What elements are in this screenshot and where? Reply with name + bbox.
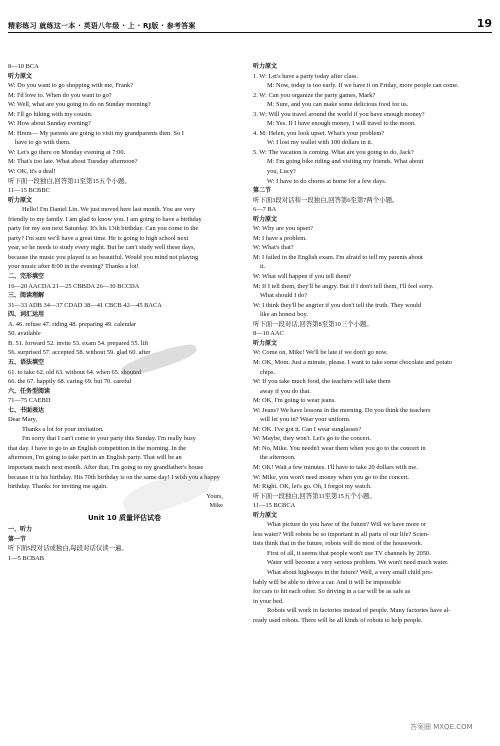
text-line: M: Yes. If I have enough money, I will travel to the moon.	[267, 120, 416, 128]
text-line: 1. W: Let's have a party today after class.	[253, 72, 359, 80]
text-line: year, so he needs to study every night. But he can't study well these days,	[8, 244, 196, 252]
text-line: Mike	[209, 502, 223, 510]
text-line: birthday. Thanks for inviting me again.	[8, 483, 108, 491]
text-line: 56. surprised 57. accepted 58. without 59. glad 60. after	[8, 349, 151, 357]
text-line: will let you in? Wear your uniform.	[260, 416, 351, 424]
section-heading: 第一节	[8, 535, 27, 543]
text-line: M: I'll go hiking with my cousin.	[8, 110, 93, 118]
text-line: bably will be able to drive a car. And it will be impossible	[253, 578, 401, 586]
text-line: 听下面5段对话或独白,每段对话仅读一遍。	[8, 545, 128, 553]
text-line: afternoon, I'm going to take part in an English party. That will be an	[8, 454, 182, 462]
text-line: M: No, Mike. You needn't wear them when you go to the concert in	[253, 444, 426, 452]
text-line: W: What will happen if you tell them?	[253, 273, 352, 281]
text-line: M: Right. OK, let's go. Oh, I forgot my watch.	[253, 483, 372, 491]
text-line: Thanks a lot for your invitation.	[22, 425, 104, 433]
running-title: 精彩练习 就练这一本 · 英语八年级 · 上 · RJ版 · 参考答案	[8, 22, 196, 30]
text-line: 16—20 AACDA 21—25 CBBDA 26—30 BCCDA	[8, 282, 140, 290]
text-line: 6—7 BA	[253, 206, 277, 214]
text-line: M: Hmm— My parents are going to visit my grandparents then. So I	[8, 129, 184, 137]
text-line: I'm sorry that I can't come to your party this Sunday. I'm really busy	[22, 435, 196, 443]
text-line: for cars to hit each other. So driving in a car will be as safe as	[253, 588, 411, 596]
text-line: M: I'd love to. When do you want to go?	[8, 91, 112, 99]
text-line: the afternoon.	[260, 454, 296, 462]
text-line: A. 46. refuse 47. riding 48. preparing 49. calendar	[8, 320, 136, 328]
text-line: M: OK, Mom. Just a minute, please. I want to take some chocolate and potato	[253, 358, 453, 366]
text-line: W: Jeans? We have lessons in the morning. Do you think the teachers	[253, 406, 431, 414]
text-line: W: Well, what are you going to do on Sunday morning?	[8, 101, 151, 109]
text-line: 听下面一段独白,回答第11至第15五个小题。	[253, 492, 376, 500]
text-line: W: Mike, you won't need money when you go to the concert.	[253, 473, 410, 481]
text-line: B. 51. forward 52. invite 53. exam 54. prepared 55. lift	[8, 339, 149, 347]
text-line: important match next month. After that, I'm going to my grandfather's house	[8, 463, 204, 471]
text-line: less water? Will robots be so important in all parts of our life? Scien-	[253, 530, 430, 538]
text-line: 71—75 CAEBD	[8, 397, 51, 405]
right-column	[253, 62, 492, 625]
text-line: M: That's too late. What about Tuesday afternoon?	[8, 158, 138, 166]
text-line: Water will become a very serious problem. We won't need much water.	[267, 559, 449, 567]
section-heading: 七、书面表达	[8, 406, 45, 414]
text-line: M: OK. I've got it. Can I wear sunglasses?	[253, 425, 362, 433]
text-line: M: I have a problem.	[253, 234, 307, 242]
text-line: 2. W: Can you organize the party games, Mark?	[253, 91, 376, 99]
text-line: 听下面3段对话和一段独白,回答第6至第7两个小题。	[253, 196, 399, 204]
text-line: like an honest boy.	[260, 311, 308, 319]
section-heading: 听力原文	[8, 72, 33, 80]
text-line: 31—33 ADB 34—37 CDAD 38—41 CBCB 42—45 BACA	[8, 301, 162, 309]
section-heading: 一、听力	[8, 526, 33, 534]
text-line: that day. I have to go to an English competition in the morning. In the	[8, 444, 187, 452]
text-line: What about highways in the future? Well, a very small child pro-	[267, 568, 433, 576]
page-number: 19	[476, 17, 492, 30]
section-heading: 六、任务型阅读	[8, 387, 51, 395]
text-line: First of all, it seems that people won't use TV channels by 2050.	[267, 549, 431, 557]
section-heading: 第二节	[253, 187, 272, 195]
unit-heading: Unit 10 质量评估试卷	[87, 513, 162, 522]
text-line: 8—10 AAC	[253, 330, 284, 338]
watermark-logo: 答案圈 MXQE.COM	[410, 723, 473, 731]
text-line: W: What's that?	[253, 244, 294, 252]
text-line: 11—15 BCBCA	[253, 502, 296, 510]
text-line: 听下面一段独白,回答第11至第15五个小题。	[8, 177, 131, 185]
text-line: M: Sure, and you can make some delicious food for us.	[267, 101, 409, 109]
text-line: W: How about Sunday evening?	[8, 120, 91, 128]
text-line: chips.	[260, 368, 276, 376]
text-line: What should I do?	[260, 292, 308, 300]
text-line: 5. W: The vacation is coming. What are you going to do, Jack?	[253, 148, 414, 156]
section-heading: 听力原文	[253, 339, 278, 347]
text-line: What picture do you have of the future? Will we have more or	[267, 521, 426, 529]
text-line: 50. available	[8, 330, 41, 338]
text-line: you, Lucy?	[267, 168, 296, 176]
section-heading: 听力原文	[253, 63, 278, 70]
text-line: Yours,	[206, 492, 223, 500]
text-line: W: I have to do chores at home for a few days.	[267, 177, 387, 185]
section-heading: 四、词汇运用	[8, 311, 45, 319]
text-line: have to go with them.	[15, 139, 71, 147]
text-line: 66. the 67. happily 68. caring 69. but 70. careful	[8, 378, 132, 386]
text-line: ready used robots. There will be all kinds of robots to help people.	[253, 616, 423, 624]
header-rule	[8, 32, 492, 33]
text-line: M: If I tell them, they'll be angry. But if I don't tell them, I'll feel sorry.	[253, 282, 434, 290]
text-line: M: I'm going bike riding and visiting my friends. What about	[267, 158, 424, 166]
section-heading: 五、语法填空	[8, 358, 45, 366]
text-line: friendly to my family. I am glad to know you. I am going to have a birthday	[8, 215, 202, 223]
text-line: 4. M: Helen, you look upset. What's your problem?	[253, 129, 385, 137]
text-line: W: If you take much food, the teachers will take them	[253, 378, 391, 386]
text-line: party? I'm sure we'll have a great time. He is going to high school next	[8, 234, 189, 242]
text-line: 3. W: Will you travel around the world if you have enough money?	[253, 110, 425, 118]
text-line: 11—15 BCBBC	[8, 187, 50, 195]
text-line: W: Let's go there on Monday evening at 7:00.	[8, 148, 126, 156]
text-line: W: Why are you upset?	[253, 225, 313, 233]
text-line: W: Come on, Mike! We'll be late if we don't go now.	[253, 349, 388, 357]
text-line: Dear Mary,	[8, 416, 38, 424]
text-line: tists think that in the future, robots will do most of the housework.	[253, 540, 423, 548]
text-line: 1—5 BCBAB	[8, 554, 45, 562]
section-heading: 三、阅读理解	[8, 292, 45, 300]
text-line: M: I failed in the English exam. I'm afraid to tell my parents about	[253, 253, 423, 261]
text-line: in your bed.	[253, 597, 284, 605]
text-line: party for my son next Saturday. It's his 13th birthday. Can you come to the	[8, 225, 199, 233]
text-line: W: I think they'll be angrier if you don't tell the truth. They would	[253, 301, 422, 309]
text-line: W: I lost my wallet with 100 dollars in it.	[267, 139, 373, 147]
text-line: W: OK, it's a deal!	[8, 168, 56, 176]
section-heading: 听力原文	[8, 196, 33, 204]
text-line: Robots will work in factories instead of people. Many factories have al-	[267, 607, 451, 615]
text-line: because the music you played is so beautiful. Would you mind not playing	[8, 253, 199, 261]
text-line: W: Maybe, they won't. Let's go to the concert.	[253, 435, 371, 443]
text-line: it.	[260, 263, 266, 271]
page-header	[8, 0, 492, 34]
text-line: M: OK! Wait a few minutes. I'll have to take 20 dollars with me.	[253, 463, 418, 471]
text-line: M: OK, I'm going to wear jeans.	[253, 397, 336, 405]
text-line: M: Now, today is too early. If we have it on Friday, more people can come.	[267, 82, 459, 90]
text-line: 听下面一段对话,回答第8至第10三个小题。	[253, 320, 373, 328]
text-line: away if you do that.	[260, 387, 311, 395]
section-heading: 听力原文	[253, 215, 278, 223]
text-line: W: Do you want to go shopping with me, Frank?	[8, 82, 134, 90]
text-line: your music after 8:00 in the evening? Thanks a lot!	[8, 263, 139, 271]
text-line: 8—10 BCA	[8, 63, 39, 70]
text-line: 61. to take 62. old 63. without 64. when 65. shouted	[8, 368, 141, 376]
section-heading: 听力原文	[253, 511, 278, 519]
text-line: Hello! I'm Daniel Lin. We just moved here last month. You are very	[22, 206, 196, 214]
section-heading: 二、完形填空	[8, 273, 45, 281]
text-line: because it is his birthday. His 70th birthday is on the same day! I wish you a happy	[8, 473, 220, 481]
